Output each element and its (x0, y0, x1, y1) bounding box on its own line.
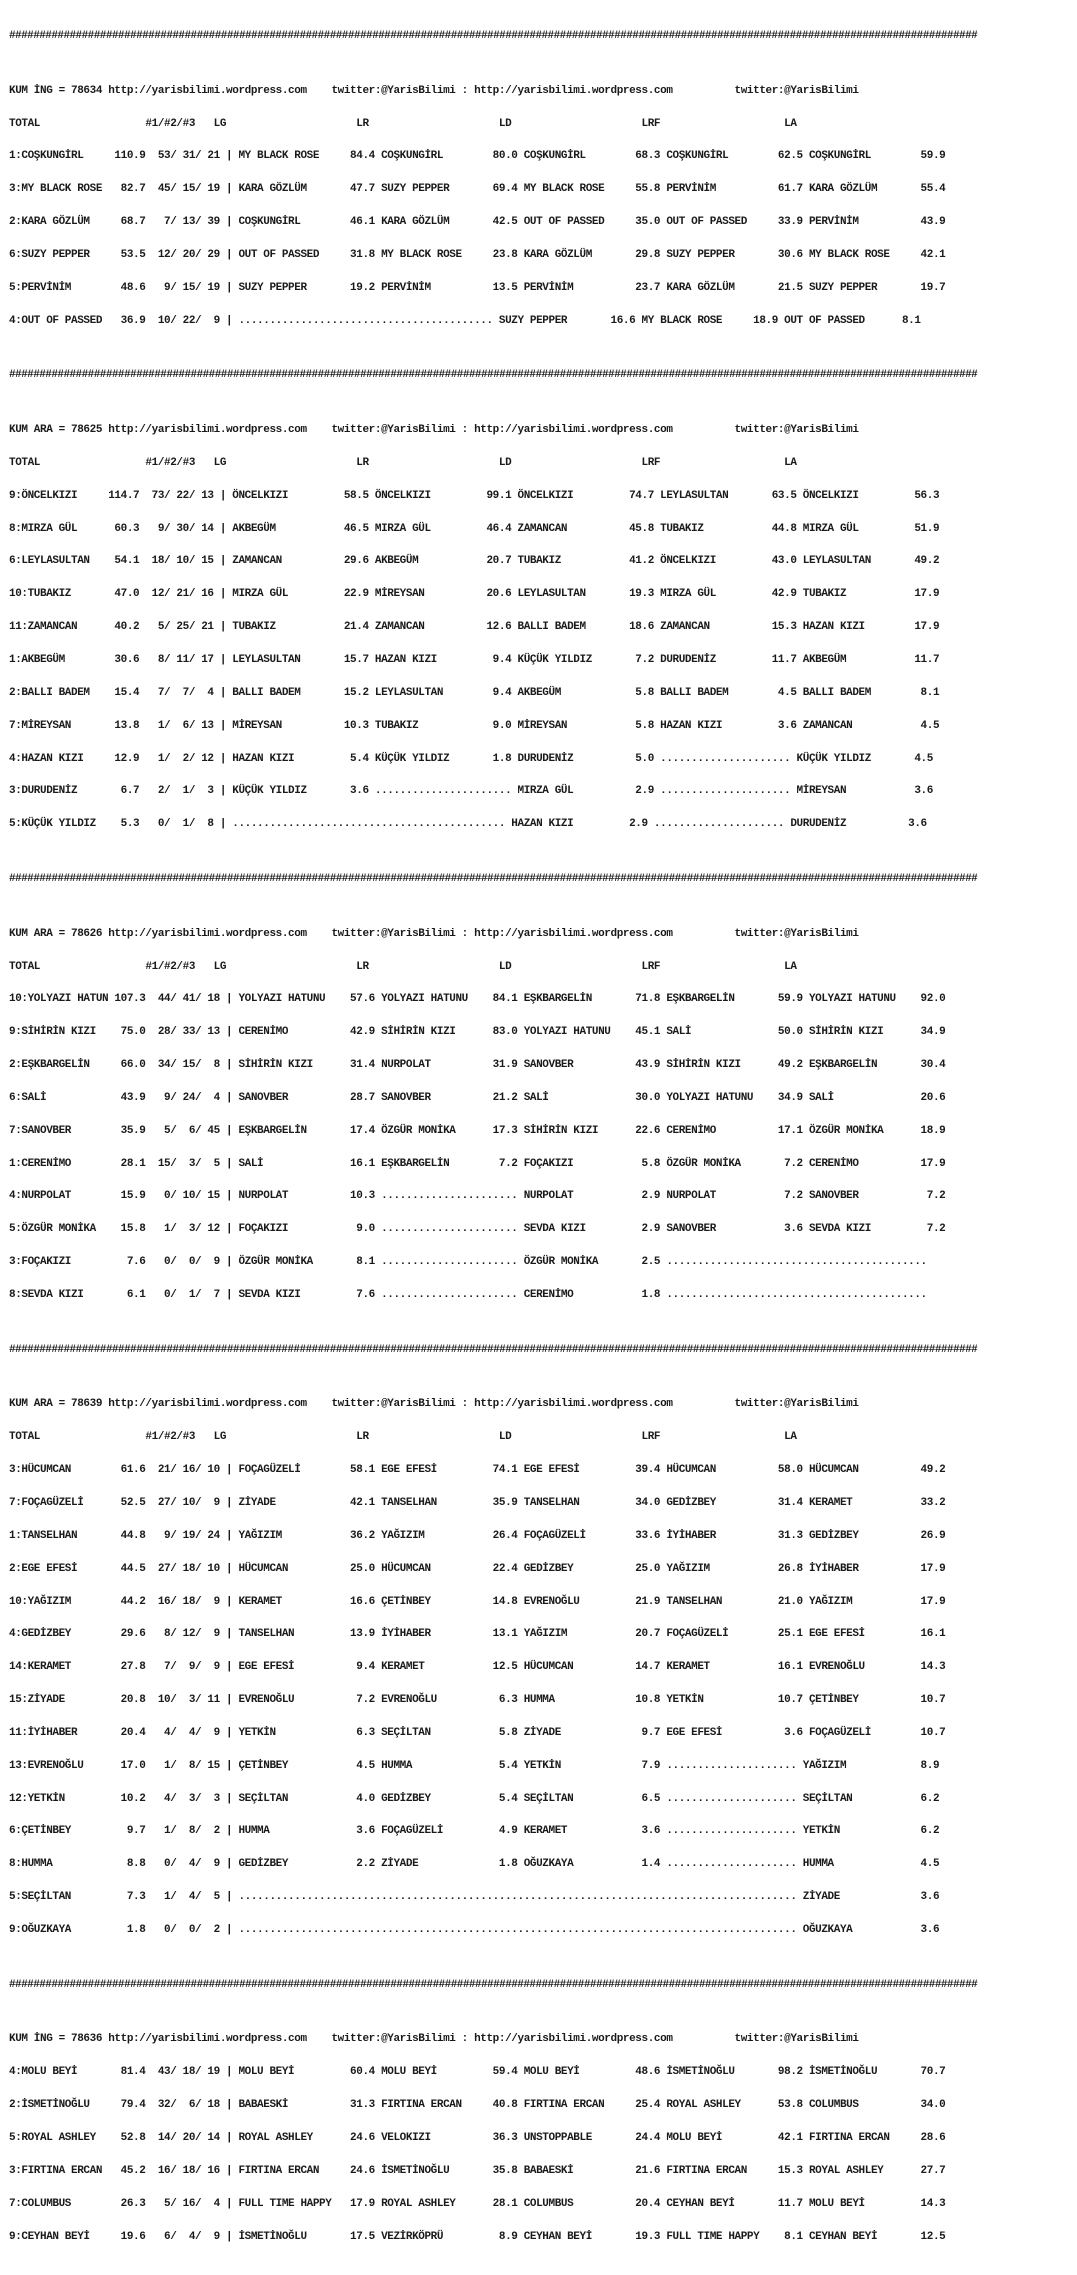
table-row: 11:İYİHABER 20.4 4/ 4/ 9 | YETKİN 6.3 SEÇİLTAN 5.8 ZİYADE 9.7 EGE EFESİ 3.6 FOÇAGÜZELİ 10.7 (9, 1726, 946, 1739)
race-header: KUM ARA = 78639 http://yarisbilimi.wordpress.com twitter:@YarisBilimi : http://yarisbilimi.wordpress.com twitter:@YarisBilimi (9, 1398, 859, 1411)
table-row: 9:CEYHAN BEYİ 19.6 6/ 4/ 9 | İSMETİNOĞLU 17.5 VEZİRKÖPRÜ 8.9 CEYHAN BEYİ 19.3 FULL TIME HAPPY 8.1 CEYHAN BEYİ 12.5 (9, 2230, 946, 2243)
table-row: 12:YETKİN 10.2 4/ 3/ 3 | SEÇİLTAN 4.0 GEDİZBEY 5.4 SEÇİLTAN 6.5 ..................... SEÇİLTAN 6.2 (9, 1792, 940, 1805)
table-row: 15:ZİYADE 20.8 10/ 3/ 11 | EVRENOĞLU 7.2 EVRENOĞLU 6.3 HUMMA 10.8 YETKİN 10.7 ÇETİNBEY 10.7 (9, 1694, 946, 1707)
table-row: 3:FOÇAKIZI 7.6 0/ 0/ 9 | ÖZGÜR MONİKA 8.1 ...................... ÖZGÜR MONİKA 2.5 .......................................... (9, 1256, 927, 1269)
table-row: 10:TUBAKIZ 47.0 12/ 21/ 16 | MIRZA GÜL 22.9 MİREYSAN 20.6 LEYLASULTAN 19.3 MIRZA GÜL 42.9 TUBAKIZ 17.9 (9, 588, 940, 601)
table-row: 5:ÖZGÜR MONİKA 15.8 1/ 3/ 12 | FOÇAKIZI 9.0 ...................... SEVDA KIZI 2.9 SANOVBER 3.6 SEVDA KIZI 7.2 (9, 1223, 946, 1236)
race-stats-document (9, 9, 1071, 2243)
table-row: 1:COŞKUNGİRL 110.9 53/ 31/ 21 | MY BLACK ROSE 84.4 COŞKUNGİRL 80.0 COŞKUNGİRL 68.3 COŞKUNGİRL 62.5 COŞKUNGİRL 59.9 (9, 150, 946, 163)
table-row: 7:MİREYSAN 13.8 1/ 6/ 13 | MİREYSAN 10.3 TUBAKIZ 9.0 MİREYSAN 5.8 HAZAN KIZI 3.6 ZAMANCAN 4.5 (9, 719, 940, 732)
table-row: 13:EVRENOĞLU 17.0 1/ 8/ 15 | ÇETİNBEY 4.5 HUMMA 5.4 YETKİN 7.9 ..................... YAĞIZIM 8.9 (9, 1759, 940, 1772)
table-row: 10:YOLYAZI HATUN 107.3 44/ 41/ 18 | YOLYAZI HATUNU 57.6 YOLYAZI HATUNU 84.1 EŞKBARGELİN 71.8 EŞKBARGELİN 59.9 YOLYAZI HATUNU 92.0 (9, 993, 946, 1006)
table-row: 2:KARA GÖZLÜM 68.7 7/ 13/ 39 | COŞKUNGİRL 46.1 KARA GÖZLÜM 42.5 OUT OF PASSED 35.0 OUT OF PASSED 33.9 PERVİNİM 43.9 (9, 216, 946, 229)
table-row: 5:SEÇİLTAN 7.3 1/ 4/ 5 | .......................................................................................... ZİYADE 3.6 (9, 1891, 940, 1904)
table-row: 6:LEYLASULTAN 54.1 18/ 10/ 15 | ZAMANCAN 29.6 AKBEGÜM 20.7 TUBAKIZ 41.2 ÖNCELKIZI 43.0 LEYLASULTAN 49.2 (9, 555, 940, 568)
table-row: 4:HAZAN KIZI 12.9 1/ 2/ 12 | HAZAN KIZI 5.4 KÜÇÜK YILDIZ 1.8 DURUDENİZ 5.0 ..................... KÜÇÜK YILDIZ 4.5 (9, 752, 933, 765)
table-row: 9:ÖNCELKIZI 114.7 73/ 22/ 13 | ÖNCELKIZI 58.5 ÖNCELKIZI 99.1 ÖNCELKIZI 74.7 LEYLASULTAN 63.5 ÖNCELKIZI 56.3 (9, 489, 940, 502)
table-row: 11:ZAMANCAN 40.2 5/ 25/ 21 | TUBAKIZ 21.4 ZAMANCAN 12.6 BALLI BADEM 18.6 ZAMANCAN 15.3 HAZAN KIZI 17.9 (9, 621, 940, 634)
table-row: 8:MIRZA GÜL 60.3 9/ 30/ 14 | AKBEGÜM 46.5 MIRZA GÜL 46.4 ZAMANCAN 45.8 TUBAKIZ 44.8 MIRZA GÜL 51.9 (9, 522, 940, 535)
table-row: 2:EŞKBARGELİN 66.0 34/ 15/ 8 | SİHİRİN KIZI 31.4 NURPOLAT 31.9 SANOVBER 43.9 SİHİRİN KIZI 49.2 EŞKBARGELİN 30.4 (9, 1059, 946, 1072)
table-row: 4:GEDİZBEY 29.6 8/ 12/ 9 | TANSELHAN 13.9 İYİHABER 13.1 YAĞIZIM 20.7 FOÇAGÜZELİ 25.1 EGE EFESİ 16.1 (9, 1628, 946, 1641)
column-headers: TOTAL #1/#2/#3 LG LR LD LRF LA (9, 960, 797, 973)
table-row: 6:SUZY PEPPER 53.5 12/ 20/ 29 | OUT OF PASSED 31.8 MY BLACK ROSE 23.8 KARA GÖZLÜM 29.8 SUZY PEPPER 30.6 MY BLACK ROSE 42.1 (9, 248, 946, 261)
table-row: 6:SALİ 43.9 9/ 24/ 4 | SANOVBER 28.7 SANOVBER 21.2 SALİ 30.0 YOLYAZI HATUNU 34.9 SALİ 20.6 (9, 1091, 946, 1104)
table-row: 1:CERENİMO 28.1 15/ 3/ 5 | SALİ 16.1 EŞKBARGELİN 7.2 FOÇAKIZI 5.8 ÖZGÜR MONİKA 7.2 CERENİMO 17.9 (9, 1157, 946, 1170)
race-header: KUM İNG = 78636 http://yarisbilimi.wordpress.com twitter:@YarisBilimi : http://yarisbilimi.wordpress.com twitter:@YarisBilimi (9, 2033, 859, 2046)
race-header: KUM ARA = 78625 http://yarisbilimi.wordpress.com twitter:@YarisBilimi : http://yarisbilimi.wordpress.com twitter:@YarisBilimi (9, 424, 859, 437)
table-row: 2:EGE EFESİ 44.5 27/ 18/ 10 | HÜCUMCAN 25.0 HÜCUMCAN 22.4 GEDİZBEY 25.0 YAĞIZIM 26.8 İYİHABER 17.9 (9, 1562, 946, 1575)
table-row: 4:MOLU BEYİ 81.4 43/ 18/ 19 | MOLU BEYİ 60.4 MOLU BEYİ 59.4 MOLU BEYİ 48.6 İSMETİNOĞLU 98.2 İSMETİNOĞLU 70.7 (9, 2066, 946, 2079)
table-row: 2:İSMETİNOĞLU 79.4 32/ 6/ 18 | BABAESKİ 31.3 FIRTINA ERCAN 40.8 FIRTINA ERCAN 25.4 ROYAL ASHLEY 53.8 COLUMBUS 34.0 (9, 2099, 946, 2112)
separator-line: ################################################################################################################################################################ (9, 29, 978, 42)
table-row: 5:KÜÇÜK YILDIZ 5.3 0/ 1/ 8 | ............................................ HAZAN KIZI 2.9 ..................... DURUDENİZ 3.6 (9, 818, 927, 831)
table-row: 5:PERVİNİM 48.6 9/ 15/ 19 | SUZY PEPPER 19.2 PERVİNİM 13.5 PERVİNİM 23.7 KARA GÖZLÜM 21.5 SUZY PEPPER 19.7 (9, 281, 946, 294)
race-block (9, 403, 1071, 852)
table-row: 1:AKBEGÜM 30.6 8/ 11/ 17 | LEYLASULTAN 15.7 HAZAN KIZI 9.4 KÜÇÜK YILDIZ 7.2 DURUDENİZ 11.7 AKBEGÜM 11.7 (9, 653, 940, 666)
table-row: 3:DURUDENİZ 6.7 2/ 1/ 3 | KÜÇÜK YILDIZ 3.6 ...................... MIRZA GÜL 2.9 ..................... MİREYSAN 3.6 (9, 785, 933, 798)
separator-line: ################################################################################################################################################################ (9, 1978, 978, 1991)
table-row: 7:SANOVBER 35.9 5/ 6/ 45 | EŞKBARGELİN 17.4 ÖZGÜR MONİKA 17.3 SİHİRİN KIZI 22.6 CERENİMO 17.1 ÖZGÜR MONİKA 18.9 (9, 1124, 946, 1137)
race-header: KUM ARA = 78626 http://yarisbilimi.wordpress.com twitter:@YarisBilimi : http://yarisbilimi.wordpress.com twitter:@YarisBilimi (9, 927, 859, 940)
race-block (9, 64, 1071, 349)
table-row: 3:FIRTINA ERCAN 45.2 16/ 18/ 16 | FIRTINA ERCAN 24.6 İSMETİNOĞLU 35.8 BABAESKİ 21.6 FIRTINA ERCAN 15.3 ROYAL ASHLEY 27.7 (9, 2164, 946, 2177)
race-block (9, 2013, 1071, 2265)
column-headers: TOTAL #1/#2/#3 LG LR LD LRF LA (9, 456, 797, 469)
table-row: 3:MY BLACK ROSE 82.7 45/ 15/ 19 | KARA GÖZLÜM 47.7 SUZY PEPPER 69.4 MY BLACK ROSE 55.8 PERVİNİM 61.7 KARA GÖZLÜM 55.4 (9, 183, 946, 196)
table-row: 5:ROYAL ASHLEY 52.8 14/ 20/ 14 | ROYAL ASHLEY 24.6 VELOKIZI 36.3 UNSTOPPABLE 24.4 MOLU BEYİ 42.1 FIRTINA ERCAN 28.6 (9, 2132, 946, 2144)
table-row: 2:BALLI BADEM 15.4 7/ 7/ 4 | BALLI BADEM 15.2 LEYLASULTAN 9.4 AKBEGÜM 5.8 BALLI BADEM 4.5 BALLI BADEM 8.1 (9, 686, 940, 699)
race-header: KUM İNG = 78634 http://yarisbilimi.wordpress.com twitter:@YarisBilimi : http://yarisbilimi.wordpress.com twitter:@YarisBilimi (9, 84, 859, 97)
table-row: 6:ÇETİNBEY 9.7 1/ 8/ 2 | HUMMA 3.6 FOÇAGÜZELİ 4.9 KERAMET 3.6 ..................... YETKİN 6.2 (9, 1825, 940, 1838)
race-block (9, 907, 1071, 1323)
table-row: 10:YAĞIZIM 44.2 16/ 18/ 9 | KERAMET 16.6 ÇETİNBEY 14.8 EVRENOĞLU 21.9 TANSELHAN 21.0 YAĞIZIM 17.9 (9, 1595, 946, 1608)
table-row: 4:OUT OF PASSED 36.9 10/ 22/ 9 | ......................................... SUZY PEPPER 16.6 MY BLACK ROSE 18.9 OUT OF PASSED 8.1 (9, 314, 921, 327)
table-row: 9:SİHİRİN KIZI 75.0 28/ 33/ 13 | CERENİMO 42.9 SİHİRİN KIZI 83.0 YOLYAZI HATUNU 45.1 SALİ 50.0 SİHİRİN KIZI 34.9 (9, 1026, 946, 1039)
table-row: 9:OĞUZKAYA 1.8 0/ 0/ 2 | .......................................................................................... OĞUZKAYA 3.6 (9, 1923, 940, 1936)
table-row: 4:NURPOLAT 15.9 0/ 10/ 15 | NURPOLAT 10.3 ...................... NURPOLAT 2.9 NURPOLAT 7.2 SANOVBER 7.2 (9, 1190, 946, 1203)
column-headers: TOTAL #1/#2/#3 LG LR LD LRF LA (9, 117, 797, 130)
table-row: 7:FOÇAGÜZELİ 52.5 27/ 10/ 9 | ZİYADE 42.1 TANSELHAN 35.9 TANSELHAN 34.0 GEDİZBEY 31.4 KERAMET 33.2 (9, 1497, 946, 1509)
table-row: 8:HUMMA 8.8 0/ 4/ 9 | GEDİZBEY 2.2 ZİYADE 1.8 OĞUZKAYA 1.4 ..................... HUMMA 4.5 (9, 1858, 940, 1871)
table-row: 3:HÜCUMCAN 61.6 21/ 16/ 10 | FOÇAGÜZELİ 58.1 EGE EFESİ 74.1 EGE EFESİ 39.4 HÜCUMCAN 58.0 HÜCUMCAN 49.2 (9, 1464, 946, 1477)
table-row: 8:SEVDA KIZI 6.1 0/ 1/ 7 | SEVDA KIZI 7.6 ...................... CERENİMO 1.8 .......................................... (9, 1288, 927, 1301)
table-row: 1:TANSELHAN 44.8 9/ 19/ 24 | YAĞIZIM 36.2 YAĞIZIM 26.4 FOÇAGÜZELİ 33.6 İYİHABER 31.3 GEDİZBEY 26.9 (9, 1529, 946, 1542)
column-headers: TOTAL #1/#2/#3 LG LR LD LRF LA (9, 1431, 797, 1444)
separator-line: ################################################################################################################################################################ (9, 872, 978, 885)
race-block (9, 1378, 1071, 1958)
separator-line: ################################################################################################################################################################ (9, 369, 978, 382)
separator-line: ################################################################################################################################################################ (9, 1343, 978, 1356)
table-row: 7:COLUMBUS 26.3 5/ 16/ 4 | FULL TIME HAPPY 17.9 ROYAL ASHLEY 28.1 COLUMBUS 20.4 CEYHAN BEYİ 11.7 MOLU BEYİ 14.3 (9, 2197, 946, 2210)
table-row: 14:KERAMET 27.8 7/ 9/ 9 | EGE EFESİ 9.4 KERAMET 12.5 HÜCUMCAN 14.7 KERAMET 16.1 EVRENOĞLU 14.3 (9, 1661, 946, 1674)
